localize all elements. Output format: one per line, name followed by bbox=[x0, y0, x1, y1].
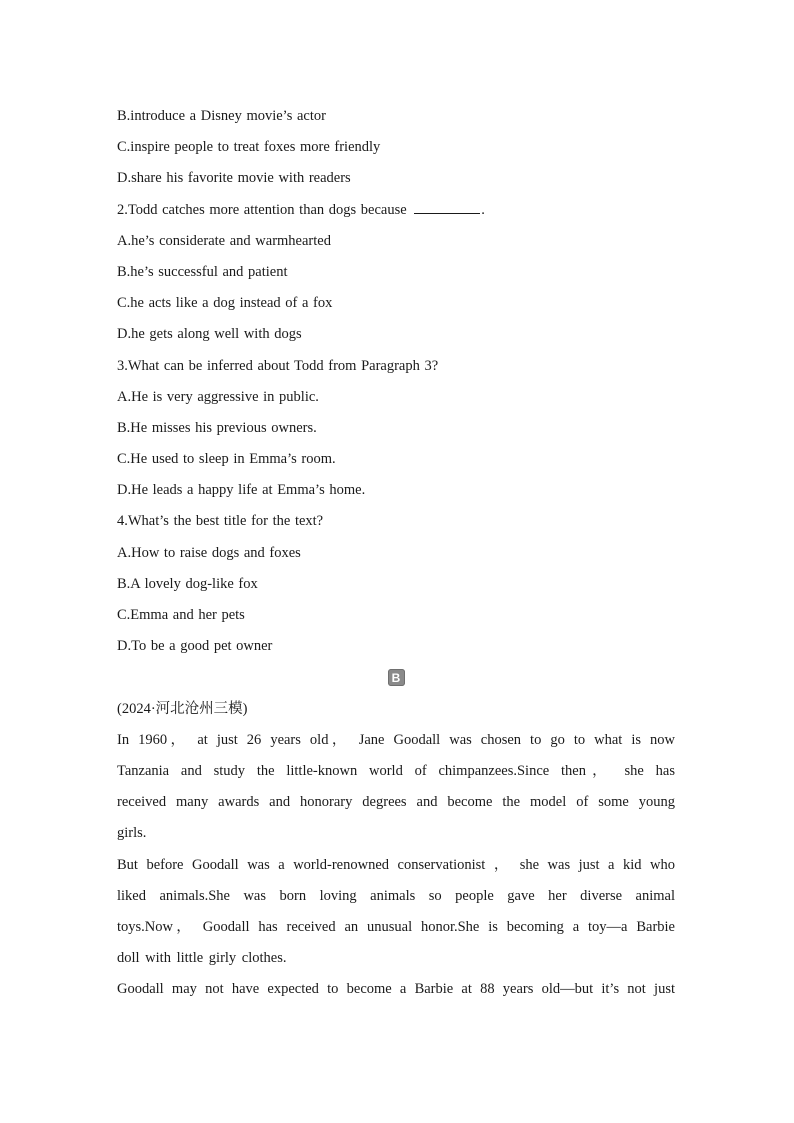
passage-line: In 1960， at just 26 years old， Jane Goodall was chosen to go to what is now bbox=[117, 731, 675, 748]
answer-blank bbox=[414, 200, 480, 214]
question-2 bbox=[117, 195, 675, 226]
option-q3-b: B.He misses his previous owners. bbox=[117, 419, 317, 436]
option-q4-b: B.A lovely dog-like fox bbox=[117, 575, 258, 592]
passage-paragraph-3 bbox=[117, 974, 675, 1005]
passage-line: liked animals.She was born loving animals so people gave her diverse animal bbox=[117, 887, 675, 904]
question-3: 3.What can be inferred about Todd from Paragraph 3? bbox=[117, 357, 439, 374]
section-badge-row bbox=[117, 662, 675, 693]
option-q3-a: A.He is very aggressive in public. bbox=[117, 388, 319, 405]
option-q4-a: A.How to raise dogs and foxes bbox=[117, 544, 301, 561]
passage-paragraph-1 bbox=[117, 725, 675, 850]
question-2-text: 2.Todd catches more attention than dogs because bbox=[117, 201, 412, 218]
passage-paragraph-2 bbox=[117, 850, 675, 975]
option-q4-c: C.Emma and her pets bbox=[117, 607, 245, 623]
passage-line: girls. bbox=[117, 825, 147, 842]
option-q2-b: B.he’s successful and patient bbox=[117, 263, 288, 280]
option-q2-d: D.he gets along well with dogs bbox=[117, 326, 302, 343]
option-q3-d: D.He leads a happy life at Emma’s home. bbox=[117, 482, 366, 499]
option-q1-b: B.introduce a Disney movie’s actor bbox=[117, 108, 326, 124]
section-badge: B bbox=[388, 669, 405, 686]
option-q2-a: A.he’s considerate and warmhearted bbox=[117, 232, 331, 249]
source-note: (2024·河北沧州三模) bbox=[117, 700, 248, 717]
option-q1-c: C.inspire people to treat foxes more friendly bbox=[117, 139, 381, 156]
passage-line: But before Goodall was a world-renowned conservationist ， she was just a kid who bbox=[117, 856, 675, 873]
question-2-end: . bbox=[481, 201, 485, 218]
document-page bbox=[117, 101, 675, 1005]
option-q2-c: C.he acts like a dog instead of a fox bbox=[117, 295, 333, 312]
question-4: 4.What’s the best title for the text? bbox=[117, 513, 324, 530]
passage-line: toys.Now， Goodall has received an unusual honor.She is becoming a toy—a Barbie bbox=[117, 918, 675, 935]
passage-line: Tanzania and study the little-known world of chimpanzees.Since then， she has bbox=[117, 762, 675, 779]
option-q3-c: C.He used to sleep in Emma’s room. bbox=[117, 451, 336, 468]
passage-line: doll with little girly clothes. bbox=[117, 950, 287, 967]
passage-line: received many awards and honorary degrees and become the model of some young bbox=[117, 794, 675, 811]
passage-line: Goodall may not have expected to become a Barbie at 88 years old—but it’s not just bbox=[117, 981, 675, 998]
option-q4-d: D.To be a good pet owner bbox=[117, 638, 273, 655]
option-q1-d: D.share his favorite movie with readers bbox=[117, 170, 351, 187]
